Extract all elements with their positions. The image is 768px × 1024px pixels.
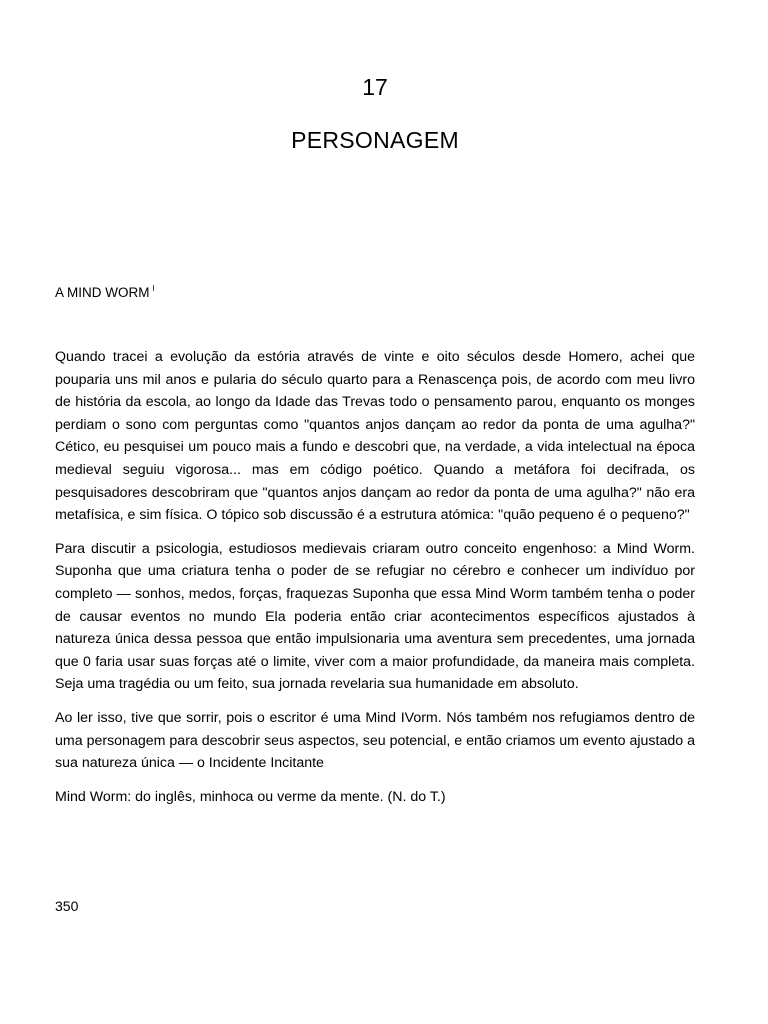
page-number: 350	[55, 898, 79, 914]
section-heading	[55, 280, 155, 302]
chapter-number: 17	[362, 74, 388, 100]
paragraph: Quando tracei a evolução da estória através de vinte e oito séculos desde Homero, achei que pouparia uns mil anos e pularia do século quarto para a Renascença pois, de acordo com meu livro de história da escola, ao longo da Idade das Trevas todo o pensamento parou, enquanto os monges perdiam o sono com perguntas como "quantos anjos dançam ao redor da ponta de uma agulha?" Cético, eu pesquisei um pouco mais a fundo e descobri que, na verdade, a vida intelectual na época medieval seguiu vigorosa... mas em código poético. Quando a metáfora foi decifrada, os pesquisadores descobriram que "quantos anjos dançam ao redor da ponta de uma agulha?" não era metafísica, e sim física. O tópico sob discussão é a estrutura atómica: "quão pequeno é o pequeno?"	[55, 349, 695, 524]
body-text	[55, 346, 695, 819]
paragraph: Ao ler isso, tive que sorrir, pois o escritor é uma Mind IVorm. Nós também nos refugiamos dentro de uma personagem para descobrir seus aspectos, seu potencial, e então criamos um evento ajustado a sua natureza única — o Incidente Incitante	[55, 709, 695, 772]
chapter-title: PERSONAGEM	[291, 127, 459, 153]
section-heading-text: A MIND WORM	[55, 285, 150, 300]
footnote: Mind Worm: do inglês, minhoca ou verme da mente. (N. do T.)	[55, 788, 446, 805]
footnote-marker: I	[152, 284, 155, 293]
paragraph: Para discutir a psicologia, estudiosos medievais criaram outro conceito engenhoso: a Mind Worm. Suponha que uma criatura tenha o poder de se refugiar no cérebro e conhecer um indivíduo por completo — sonhos, medos, forças, fraquezas Suponha que essa Mind Worm também tenha o poder de causar eventos no mundo Ela poderia então criar acontecimentos específicos ajustados à natureza única dessa pessoa que então impulsionaria uma aventura sem precedentes, uma jornada que 0 faria usar suas forças até o limite, viver com a maior profundidade, da maneira mais completa. Seja uma tragédia ou um feito, sua jornada revelaria sua humanidade em absoluto.	[55, 540, 695, 693]
